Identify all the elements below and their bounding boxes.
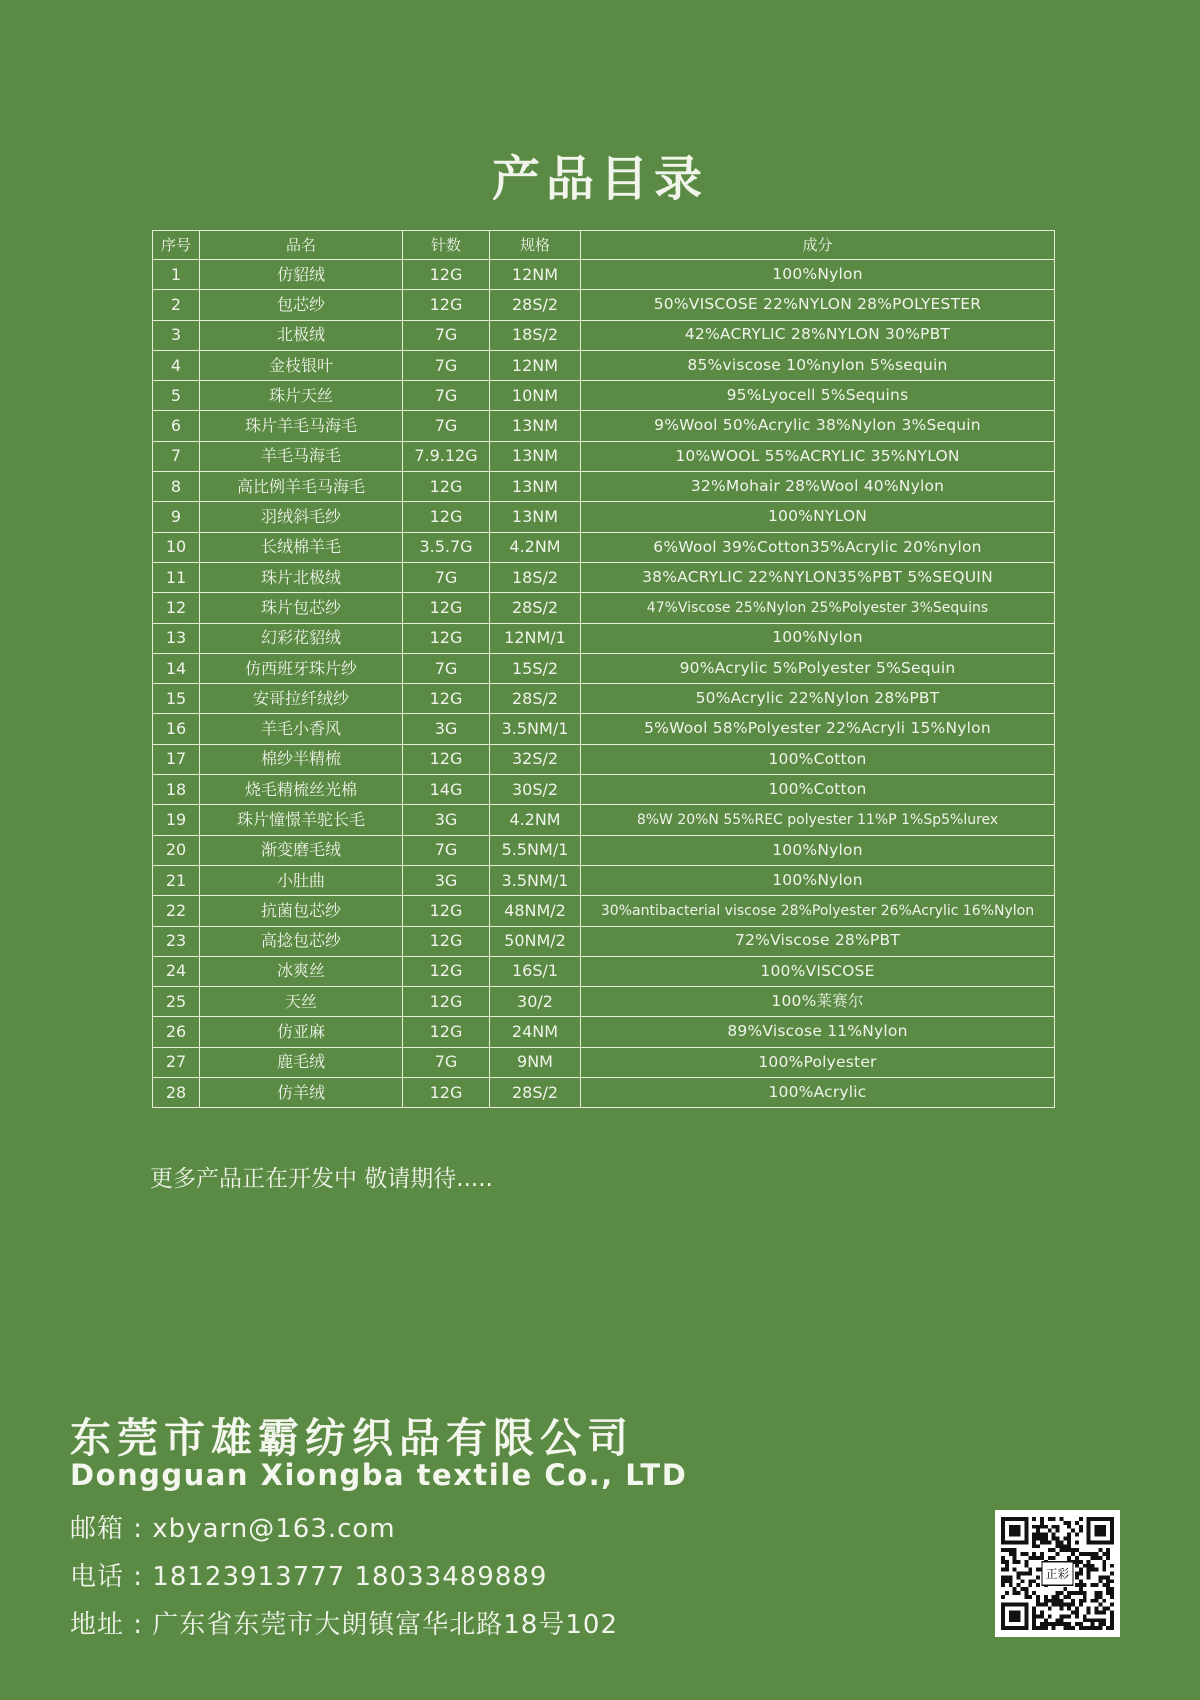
cell-gauge: 12G bbox=[403, 1017, 490, 1047]
cell-spec: 9NM bbox=[490, 1047, 581, 1077]
cell-gauge: 7G bbox=[403, 350, 490, 380]
cell-index: 9 bbox=[153, 502, 200, 532]
table-row bbox=[153, 1017, 1055, 1047]
table-row bbox=[153, 1047, 1055, 1077]
cell-product-name: 烧毛精梳丝光棉 bbox=[200, 775, 403, 805]
qr-code-image bbox=[1001, 1516, 1114, 1631]
table-header-row bbox=[153, 231, 1055, 260]
cell-spec: 12NM bbox=[490, 350, 581, 380]
cell-spec: 3.5NM/1 bbox=[490, 865, 581, 895]
cell-index: 2 bbox=[153, 290, 200, 320]
cell-gauge: 12G bbox=[403, 623, 490, 653]
cell-composition: 100%NYLON bbox=[581, 502, 1055, 532]
cell-index: 1 bbox=[153, 260, 200, 290]
cell-gauge: 12G bbox=[403, 260, 490, 290]
cell-gauge: 7G bbox=[403, 1047, 490, 1077]
table-row bbox=[153, 562, 1055, 592]
cell-index: 16 bbox=[153, 714, 200, 744]
cell-index: 17 bbox=[153, 744, 200, 774]
cell-gauge: 12G bbox=[403, 744, 490, 774]
cell-composition: 10%WOOL 55%ACRYLIC 35%NYLON bbox=[581, 441, 1055, 471]
table-row bbox=[153, 441, 1055, 471]
table-row bbox=[153, 714, 1055, 744]
cell-index: 7 bbox=[153, 441, 200, 471]
cell-product-name: 北极绒 bbox=[200, 320, 403, 350]
cell-composition: 100%Nylon bbox=[581, 623, 1055, 653]
table-row bbox=[153, 835, 1055, 865]
qr-center-label: 正彩 bbox=[1045, 1566, 1070, 1581]
cell-spec: 48NM/2 bbox=[490, 896, 581, 926]
cell-gauge: 12G bbox=[403, 593, 490, 623]
cell-spec: 10NM bbox=[490, 381, 581, 411]
table-row bbox=[153, 956, 1055, 986]
cell-gauge: 12G bbox=[403, 1078, 490, 1108]
cell-index: 19 bbox=[153, 805, 200, 835]
cell-spec: 13NM bbox=[490, 472, 581, 502]
cell-gauge: 7G bbox=[403, 562, 490, 592]
cell-spec: 13NM bbox=[490, 411, 581, 441]
cell-gauge: 12G bbox=[403, 926, 490, 956]
cell-product-name: 小肚曲 bbox=[200, 865, 403, 895]
cell-spec: 18S/2 bbox=[490, 562, 581, 592]
cell-index: 10 bbox=[153, 532, 200, 562]
header-index: 序号 bbox=[153, 231, 200, 260]
table-row bbox=[153, 684, 1055, 714]
cell-composition: 100%Cotton bbox=[581, 744, 1055, 774]
cell-product-name: 天丝 bbox=[200, 987, 403, 1017]
cell-index: 18 bbox=[153, 775, 200, 805]
header-gauge: 针数 bbox=[403, 231, 490, 260]
cell-composition: 42%ACRYLIC 28%NYLON 30%PBT bbox=[581, 320, 1055, 350]
cell-spec: 13NM bbox=[490, 441, 581, 471]
header-spec: 规格 bbox=[490, 231, 581, 260]
cell-composition: 95%Lyocell 5%Sequins bbox=[581, 381, 1055, 411]
cell-spec: 12NM/1 bbox=[490, 623, 581, 653]
cell-composition: 100%Nylon bbox=[581, 835, 1055, 865]
cell-spec: 5.5NM/1 bbox=[490, 835, 581, 865]
cell-product-name: 珠片憧憬羊驼长毛 bbox=[200, 805, 403, 835]
contact-address: 地址 : 广东省东莞市大朗镇富华北路18号102 bbox=[70, 1610, 618, 1640]
table-row bbox=[153, 926, 1055, 956]
cell-index: 12 bbox=[153, 593, 200, 623]
cell-composition: 38%ACRYLIC 22%NYLON35%PBT 5%SEQUIN bbox=[581, 562, 1055, 592]
cell-spec: 12NM bbox=[490, 260, 581, 290]
cell-gauge: 12G bbox=[403, 987, 490, 1017]
cell-spec: 28S/2 bbox=[490, 290, 581, 320]
company-name-cn: 东莞市雄霸纺织品有限公司 bbox=[70, 1414, 634, 1462]
table-row bbox=[153, 593, 1055, 623]
cell-composition: 30%antibacterial viscose 28%Polyester 26%Acrylic 16%Nylon bbox=[581, 896, 1055, 926]
cell-product-name: 珠片羊毛马海毛 bbox=[200, 411, 403, 441]
cell-index: 24 bbox=[153, 956, 200, 986]
cell-composition: 89%Viscose 11%Nylon bbox=[581, 1017, 1055, 1047]
table-row bbox=[153, 653, 1055, 683]
cell-gauge: 3.5.7G bbox=[403, 532, 490, 562]
cell-product-name: 金枝银叶 bbox=[200, 350, 403, 380]
cell-gauge: 7G bbox=[403, 835, 490, 865]
cell-index: 4 bbox=[153, 350, 200, 380]
cell-product-name: 仿亚麻 bbox=[200, 1017, 403, 1047]
cell-spec: 24NM bbox=[490, 1017, 581, 1047]
cell-index: 15 bbox=[153, 684, 200, 714]
cell-composition: 100%VISCOSE bbox=[581, 956, 1055, 986]
cell-spec: 28S/2 bbox=[490, 684, 581, 714]
cell-spec: 15S/2 bbox=[490, 653, 581, 683]
cell-index: 28 bbox=[153, 1078, 200, 1108]
cell-composition: 100%莱赛尔 bbox=[581, 987, 1055, 1017]
cell-spec: 4.2NM bbox=[490, 805, 581, 835]
qr-code bbox=[995, 1510, 1120, 1637]
cell-spec: 18S/2 bbox=[490, 320, 581, 350]
table-row bbox=[153, 532, 1055, 562]
cell-gauge: 12G bbox=[403, 472, 490, 502]
cell-composition: 100%Polyester bbox=[581, 1047, 1055, 1077]
cell-composition: 100%Cotton bbox=[581, 775, 1055, 805]
cell-composition: 100%Acrylic bbox=[581, 1078, 1055, 1108]
cell-product-name: 冰爽丝 bbox=[200, 956, 403, 986]
cell-spec: 3.5NM/1 bbox=[490, 714, 581, 744]
cell-product-name: 棉纱半精梳 bbox=[200, 744, 403, 774]
cell-composition: 100%Nylon bbox=[581, 865, 1055, 895]
table-row bbox=[153, 775, 1055, 805]
table-row bbox=[153, 744, 1055, 774]
cell-spec: 30S/2 bbox=[490, 775, 581, 805]
cell-gauge: 12G bbox=[403, 290, 490, 320]
cell-gauge: 7.9.12G bbox=[403, 441, 490, 471]
table-row bbox=[153, 987, 1055, 1017]
cell-index: 21 bbox=[153, 865, 200, 895]
more-products-note: 更多产品正在开发中 敬请期待..... bbox=[150, 1166, 493, 1192]
cell-spec: 28S/2 bbox=[490, 1078, 581, 1108]
cell-gauge: 7G bbox=[403, 653, 490, 683]
cell-index: 3 bbox=[153, 320, 200, 350]
cell-gauge: 12G bbox=[403, 502, 490, 532]
cell-gauge: 12G bbox=[403, 684, 490, 714]
cell-product-name: 高捻包芯纱 bbox=[200, 926, 403, 956]
cell-spec: 30/2 bbox=[490, 987, 581, 1017]
page-title: 产品目录 bbox=[491, 151, 708, 207]
product-catalog-table bbox=[152, 230, 1055, 1108]
cell-product-name: 高比例羊毛马海毛 bbox=[200, 472, 403, 502]
cell-composition: 90%Acrylic 5%Polyester 5%Sequin bbox=[581, 653, 1055, 683]
company-name-en: Dongguan Xiongba textile Co., LTD bbox=[70, 1458, 688, 1492]
cell-index: 8 bbox=[153, 472, 200, 502]
cell-spec: 32S/2 bbox=[490, 744, 581, 774]
cell-product-name: 安哥拉纤绒纱 bbox=[200, 684, 403, 714]
cell-index: 5 bbox=[153, 381, 200, 411]
cell-spec: 28S/2 bbox=[490, 593, 581, 623]
header-composition: 成分 bbox=[581, 231, 1055, 260]
cell-index: 20 bbox=[153, 835, 200, 865]
table-row bbox=[153, 290, 1055, 320]
table-row bbox=[153, 865, 1055, 895]
cell-composition: 85%viscose 10%nylon 5%sequin bbox=[581, 350, 1055, 380]
contact-email: 邮箱 : xbyarn@163.com bbox=[70, 1514, 396, 1544]
cell-product-name: 抗菌包芯纱 bbox=[200, 896, 403, 926]
cell-composition: 6%Wool 39%Cotton35%Acrylic 20%nylon bbox=[581, 532, 1055, 562]
cell-gauge: 7G bbox=[403, 381, 490, 411]
cell-gauge: 7G bbox=[403, 411, 490, 441]
table-row bbox=[153, 381, 1055, 411]
cell-product-name: 仿西班牙珠片纱 bbox=[200, 653, 403, 683]
cell-composition: 47%Viscose 25%Nylon 25%Polyester 3%Sequins bbox=[581, 593, 1055, 623]
cell-composition: 50%Acrylic 22%Nylon 28%PBT bbox=[581, 684, 1055, 714]
cell-product-name: 渐变磨毛绒 bbox=[200, 835, 403, 865]
cell-product-name: 长绒棉羊毛 bbox=[200, 532, 403, 562]
cell-spec: 50NM/2 bbox=[490, 926, 581, 956]
table-row bbox=[153, 502, 1055, 532]
table-row bbox=[153, 320, 1055, 350]
cell-product-name: 仿羊绒 bbox=[200, 1078, 403, 1108]
cell-product-name: 珠片包芯纱 bbox=[200, 593, 403, 623]
cell-product-name: 幻彩花貂绒 bbox=[200, 623, 403, 653]
table-row bbox=[153, 896, 1055, 926]
cell-index: 6 bbox=[153, 411, 200, 441]
cell-composition: 9%Wool 50%Acrylic 38%Nylon 3%Sequin bbox=[581, 411, 1055, 441]
cell-gauge: 3G bbox=[403, 714, 490, 744]
cell-gauge: 3G bbox=[403, 865, 490, 895]
cell-product-name: 羽绒斜毛纱 bbox=[200, 502, 403, 532]
cell-gauge: 14G bbox=[403, 775, 490, 805]
cell-gauge: 3G bbox=[403, 805, 490, 835]
cell-product-name: 羊毛马海毛 bbox=[200, 441, 403, 471]
cell-index: 27 bbox=[153, 1047, 200, 1077]
cell-index: 25 bbox=[153, 987, 200, 1017]
cell-product-name: 珠片天丝 bbox=[200, 381, 403, 411]
cell-index: 26 bbox=[153, 1017, 200, 1047]
cell-composition: 5%Wool 58%Polyester 22%Acryli 15%Nylon bbox=[581, 714, 1055, 744]
cell-product-name: 仿貂绒 bbox=[200, 260, 403, 290]
cell-composition: 100%Nylon bbox=[581, 260, 1055, 290]
cell-composition: 72%Viscose 28%PBT bbox=[581, 926, 1055, 956]
table-row bbox=[153, 350, 1055, 380]
cell-product-name: 珠片北极绒 bbox=[200, 562, 403, 592]
table-row bbox=[153, 623, 1055, 653]
cell-spec: 13NM bbox=[490, 502, 581, 532]
cell-gauge: 12G bbox=[403, 896, 490, 926]
header-product-name: 品名 bbox=[200, 231, 403, 260]
cell-spec: 4.2NM bbox=[490, 532, 581, 562]
cell-index: 23 bbox=[153, 926, 200, 956]
cell-gauge: 7G bbox=[403, 320, 490, 350]
cell-gauge: 12G bbox=[403, 956, 490, 986]
table-row bbox=[153, 472, 1055, 502]
table-row bbox=[153, 1078, 1055, 1108]
cell-index: 22 bbox=[153, 896, 200, 926]
contact-phone: 电话 : 18123913777 18033489889 bbox=[70, 1562, 548, 1592]
cell-composition: 32%Mohair 28%Wool 40%Nylon bbox=[581, 472, 1055, 502]
cell-product-name: 包芯纱 bbox=[200, 290, 403, 320]
cell-spec: 16S/1 bbox=[490, 956, 581, 986]
cell-index: 11 bbox=[153, 562, 200, 592]
cell-index: 13 bbox=[153, 623, 200, 653]
cell-product-name: 羊毛小香风 bbox=[200, 714, 403, 744]
table-row bbox=[153, 411, 1055, 441]
cell-product-name: 鹿毛绒 bbox=[200, 1047, 403, 1077]
table-row bbox=[153, 805, 1055, 835]
cell-composition: 8%W 20%N 55%REC polyester 11%P 1%Sp5%lurex bbox=[581, 805, 1055, 835]
table-row bbox=[153, 260, 1055, 290]
cell-index: 14 bbox=[153, 653, 200, 683]
cell-composition: 50%VISCOSE 22%NYLON 28%POLYESTER bbox=[581, 290, 1055, 320]
